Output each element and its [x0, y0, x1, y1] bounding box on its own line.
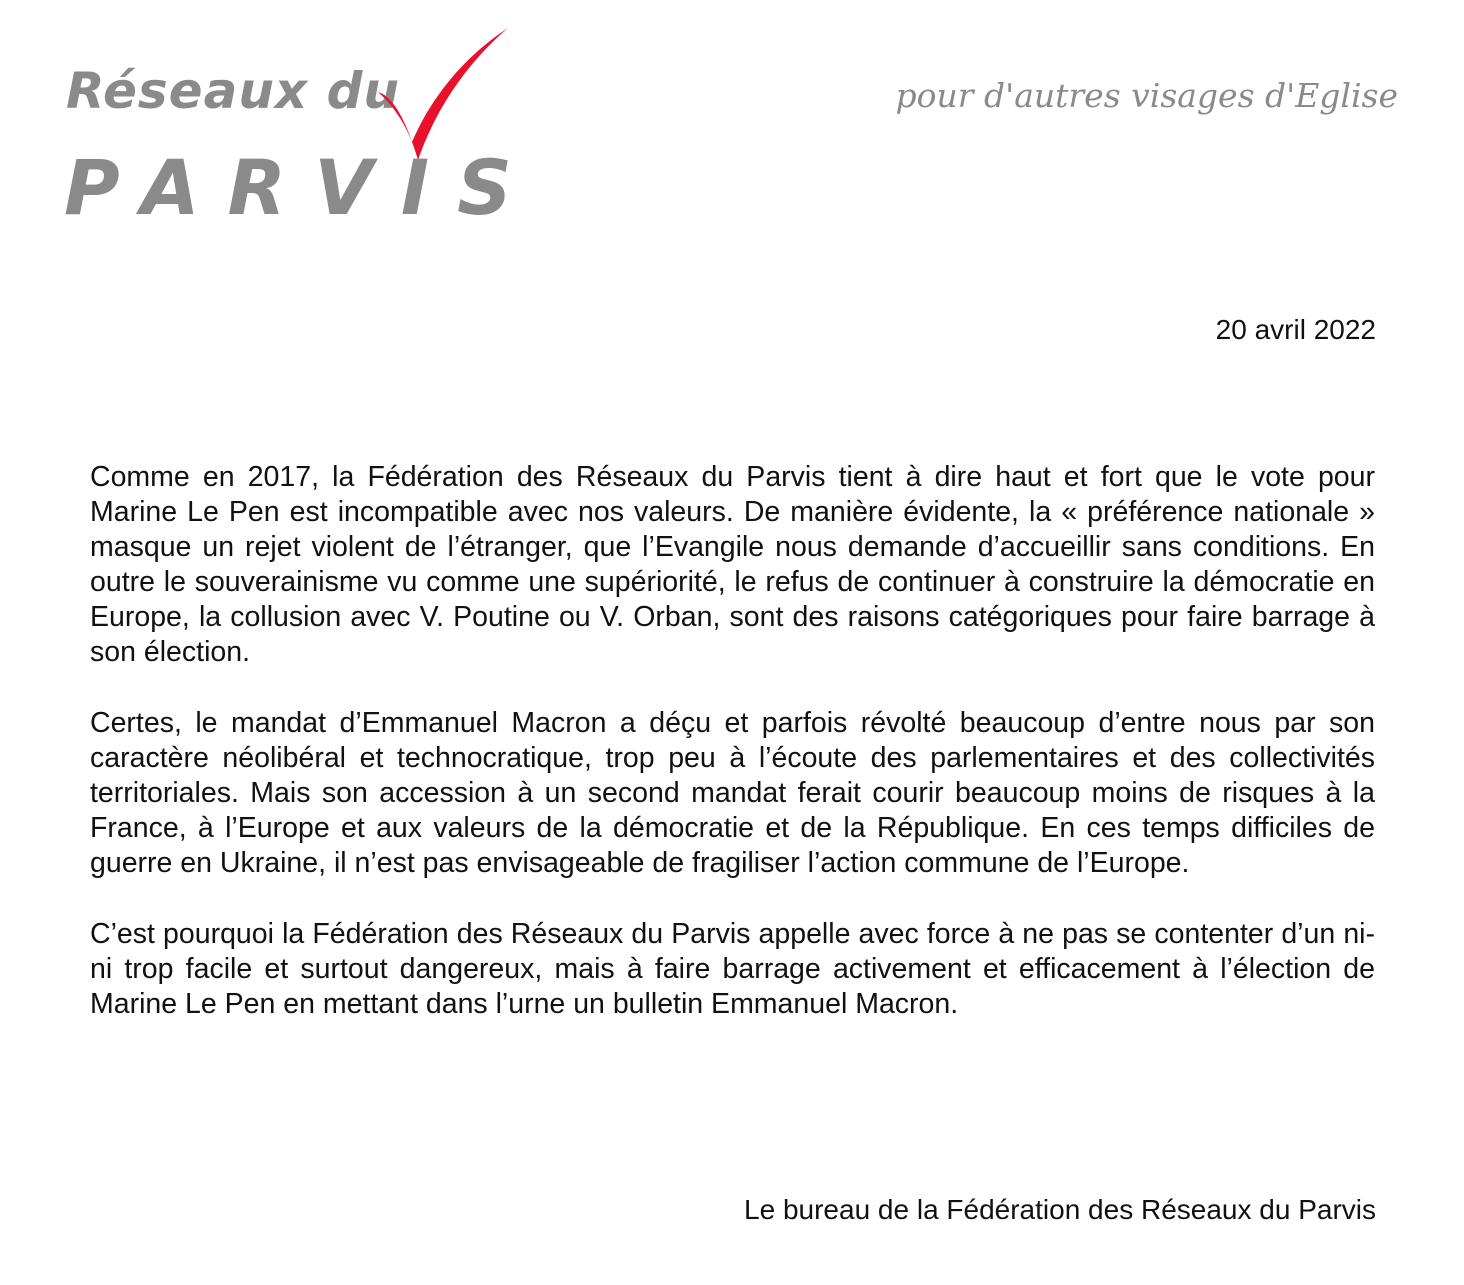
letter-date: 20 avril 2022 [1215, 314, 1376, 345]
paragraph-2: Certes, le mandat d’Emmanuel Macron a déçu et parfois révolté beaucoup d’entre nous par son caractère néolibéral et technocratique, trop peu à l’écoute des parlementaires et des collectivités territoriales. Mais son accession à un second mandat ferait courir beaucoup moins de risques à la France, à l’Europe et aux valeurs de la démocratie et de la République. En ces temps difficiles de guerre en Ukraine, il n’est pas envisageable de fragiliser l’action commune de l’Europe. [90, 707, 1375, 879]
logo-text-reseaux-du: Réseaux du [66, 62, 400, 120]
logo-text-parvis: PARVIS [64, 143, 540, 232]
signature: Le bureau de la Fédération des Réseaux du Parvis [744, 1194, 1376, 1225]
organization-logo [60, 22, 540, 237]
tagline: pour d'autres visages d'Eglise [895, 76, 1398, 115]
paragraph-3: C’est pourquoi la Fédération des Réseaux du Parvis appelle avec force à ne pas se contenter d’un ni-ni trop facile et surtout dangereux, mais à faire barrage activement et efficacement à l’élection de Marine Le Pen en mettant dans l’urne un bulletin Emmanuel Macron. [90, 918, 1375, 1020]
checkmark-icon [370, 22, 510, 162]
paragraph-1: Comme en 2017, la Fédération des Réseaux du Parvis tient à dire haut et fort que le vote pour Marine Le Pen est incompatible avec nos valeurs. De manière évidente, la « préférence nationale » masque un rejet violent de l’étranger, que l’Evangile nous demande d’accueillir sans conditions. En outre le souverainisme vu comme une supériorité, le refus de continuer à construire la démocratie en Europe, la collusion avec V. Poutine ou V. Orban, sont des raisons catégoriques pour faire barrage à son élection. [90, 461, 1375, 668]
letter-body [90, 460, 1375, 1058]
